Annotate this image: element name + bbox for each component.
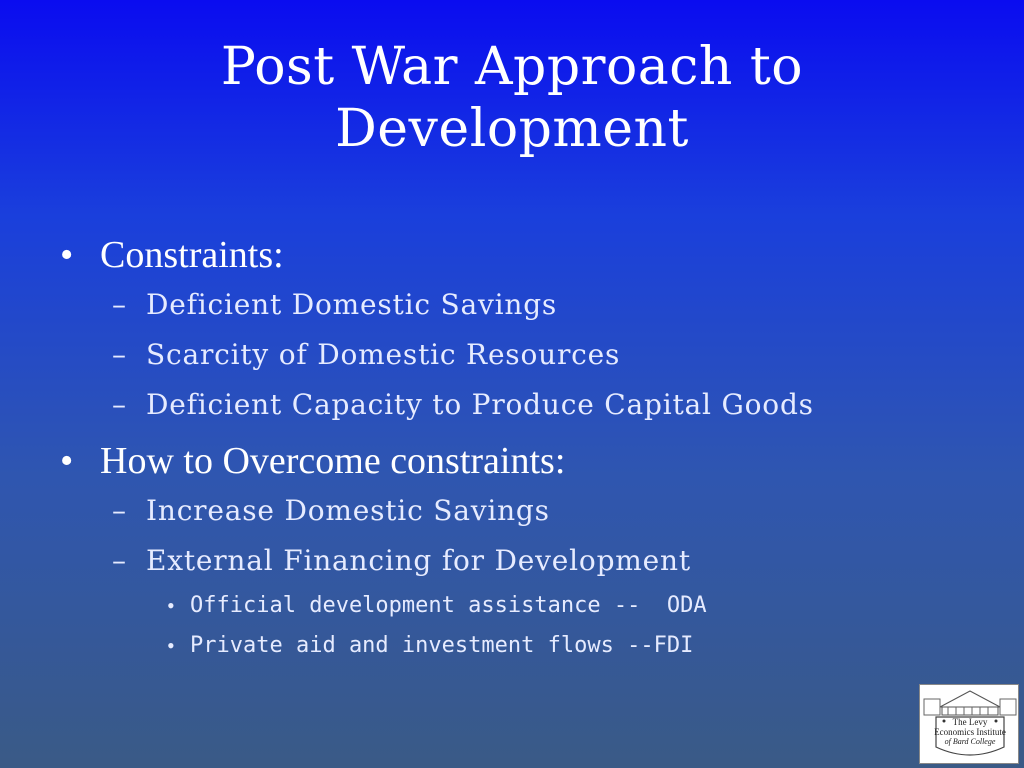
dash-marker: – xyxy=(112,494,127,527)
title-line-2: Development xyxy=(335,99,689,159)
logo-text xyxy=(920,717,1019,747)
dash-marker: – xyxy=(112,338,127,371)
slide-title xyxy=(0,36,1024,160)
subitem-scarcity-resources xyxy=(0,330,1000,380)
slide-content xyxy=(0,230,1000,666)
title-line-1: Post War Approach to xyxy=(220,37,804,97)
bullet-constraints xyxy=(0,230,1000,280)
dash-marker: – xyxy=(112,544,127,577)
bullet-label: Constraints: xyxy=(100,234,284,276)
subsubitem-text: Private aid and investment flows --FDI xyxy=(190,633,694,658)
logo-line-2: Economics Institute xyxy=(934,727,1006,737)
subitem-deficient-capacity xyxy=(0,380,1000,430)
subitem-increase-savings xyxy=(0,486,1000,536)
subitem-deficient-savings xyxy=(0,280,1000,330)
bullet-marker: • xyxy=(60,234,74,276)
bullet-marker-small: • xyxy=(167,633,175,658)
dash-marker: – xyxy=(112,388,127,421)
subitem-external-financing xyxy=(0,536,1000,586)
subsubitem-oda xyxy=(0,586,1000,626)
subitem-text: Scarcity of Domestic Resources xyxy=(146,338,621,371)
levy-institute-logo xyxy=(919,684,1019,764)
bullet-overcome-constraints xyxy=(0,436,1000,486)
logo-line-3: of Bard College xyxy=(944,737,996,746)
subitem-text: External Financing for Development xyxy=(146,544,691,577)
bullet-label: How to Overcome constraints: xyxy=(100,440,566,482)
dash-marker: – xyxy=(112,288,127,321)
subsubitem-text: Official development assistance -- ODA xyxy=(190,593,707,618)
bullet-marker: • xyxy=(60,440,74,482)
subitem-text: Increase Domestic Savings xyxy=(146,494,550,527)
subitem-text: Deficient Domestic Savings xyxy=(146,288,558,321)
bullet-marker-small: • xyxy=(167,593,175,618)
subitem-text: Deficient Capacity to Produce Capital Goods xyxy=(146,388,814,421)
logo-line-1: The Levy xyxy=(952,717,988,727)
subsubitem-fdi xyxy=(0,626,1000,666)
